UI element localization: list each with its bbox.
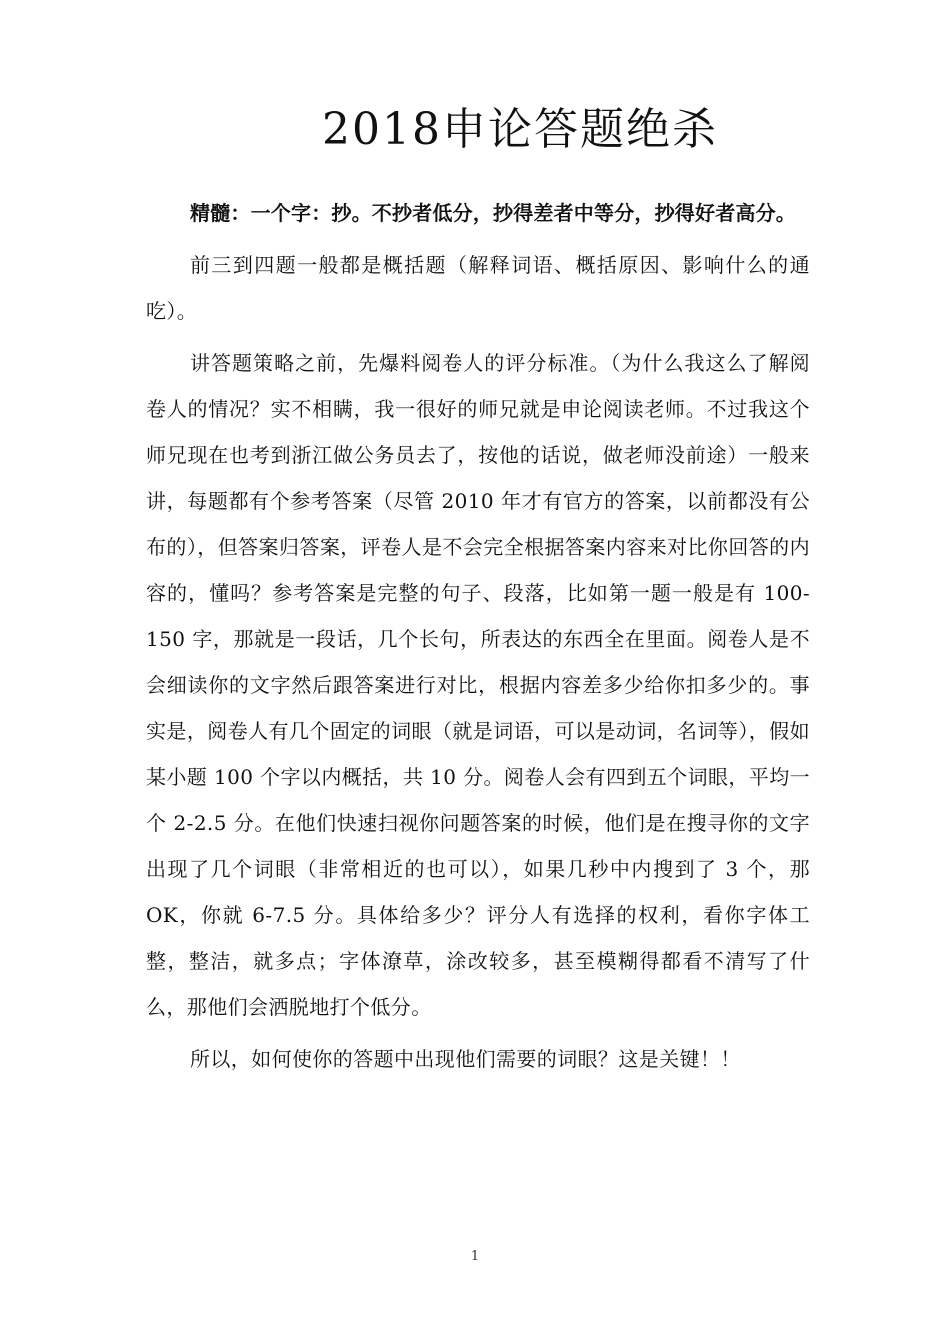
page-number: 1 — [470, 1249, 480, 1264]
paragraph-essence: 精髓：一个字：抄。不抄者低分，抄得差者中等分，抄得好者高分。 — [190, 201, 796, 225]
document-body — [146, 190, 810, 1088]
paragraph-grading-standard: 讲答题策略之前，先爆料阅卷人的评分标准。（为什么我这么了解阅卷人的情况？实不相瞒，我一很好的师兄就是申论阅读老师。不过我这个师兄现在也考到浙江做公务员去了，按他的话说，做老师没前途）一般来讲，每题都有个参考答案（尽管 2010 年才有官方的答案，以前都没有公布的），但答案归答案，评卷人是不会完全根据答案内容来对比你回答的内容的，懂吗？参考答案是完整的句子、段落，比如第一题一般是有 100-150 字，那就是一段话，几个长句，所表达的东西全在里面。阅卷人是不会细读你的文字然后跟答案进行对比，根据内容差多少给你扣多少的。事实是，阅卷人有几个固定的词眼（就是词语，可以是动词，名词等），假如某小题 100 个字以内概括，共 10 分。阅卷人会有四到五个词眼，平均一个 2-2.5 分。在他们快速扫视你问题答案的时候，他们是在搜寻你的文字出现了几个词眼（非常相近的也可以），如果几秒中内搜到了 3 个，那 OK，你就 6-7.5 分。具体给多少？评分人有选择的权利，看你字体工整，整洁，就多点；字体潦草，涂改较多，甚至模糊得都看不清写了什么，那他们会洒脱地打个低分。 — [146, 351, 810, 1019]
document-title: 2018申论答题绝杀 — [322, 104, 718, 155]
paragraph-key-point: 所以，如何使你的答题中出现他们需要的词眼？这是关键！！ — [190, 1047, 741, 1071]
paragraph-summary-questions: 前三到四题一般都是概括题（解释词语、概括原因、影响什么的通吃）。 — [146, 253, 810, 323]
